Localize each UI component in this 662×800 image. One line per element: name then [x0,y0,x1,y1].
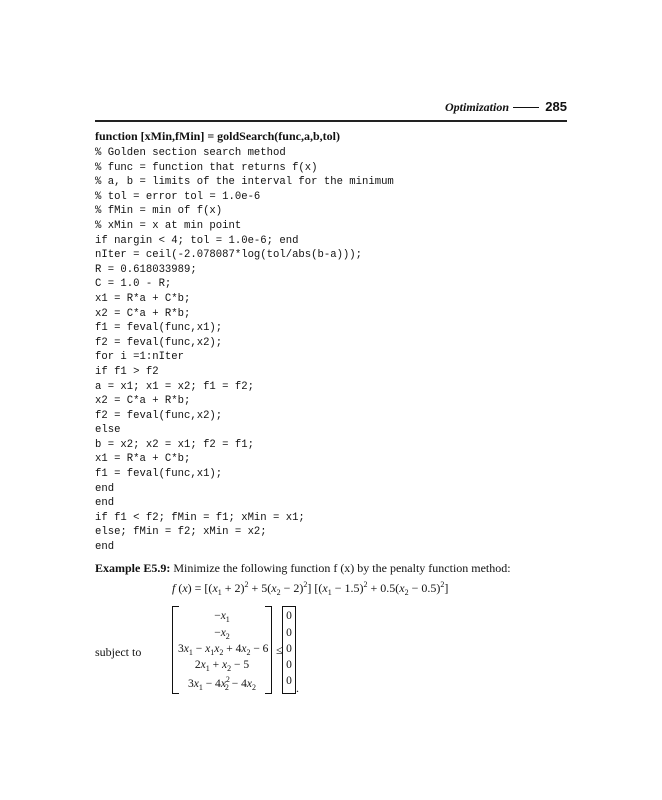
code-line: b = x2; x2 = x1; f2 = f1; [95,438,254,451]
code-line: if nargin < 4; tol = 1.0e-6; end [95,234,299,247]
example-label: Example E5.9: [95,561,171,575]
constraint-row: $2x_1 + x_2 - 5$ [194,659,250,673]
subject-to-label: subject to [95,645,142,659]
code-line: R = 0.618033989; [95,263,197,276]
code-line: else; fMin = f2; xMin = x2; [95,526,267,539]
code-line: nIter = ceil(-2.078087*log(tol/abs(b-a))); [95,249,363,262]
code-line: % tol = error tol = 1.0e-6 [95,190,261,203]
constraint-row: $3x_1 - x_1x_2 + 4x_2 - 6$ [178,643,269,657]
code-line: % xMin = x at min point [95,219,242,232]
code-line: % func = function that returns f(x) [95,161,318,174]
code-line: for i =1:nIter [95,351,185,364]
rhs-value: 0 [286,675,292,687]
rhs-value: 0 [286,627,292,639]
code-line: else [95,424,121,437]
code-line: % a, b = limits of the interval for the minimum [95,176,394,189]
example-statement [95,561,511,576]
constraint-row: $-x_1$ [214,610,230,624]
leq-symbol: ≤ [276,643,283,657]
code-line: a = x1; x1 = x2; f1 = f2; [95,380,254,393]
function-signature: function [xMin,fMin] = goldSearch(func,a,b,tol) [95,129,340,143]
code-line: end [95,482,115,495]
code-line: f1 = feval(func,x1); [95,468,223,481]
code-line: if f1 > f2 [95,365,159,378]
code-line: f2 = feval(func,x2); [95,336,223,349]
constraint-matrix [172,606,272,692]
section-title: Optimization [444,100,509,114]
matrix-right-bracket [265,606,272,694]
constraint-row: $3x_1 - 4x^2_2 - 4x_2$ [187,675,257,692]
formula-period: . [296,681,299,695]
code-line: f1 = feval(func,x1); [95,322,223,335]
code-line: % fMin = min of f(x) [95,205,223,218]
rhs-value: 0 [286,610,292,622]
code-line: x2 = C*a + R*b; [95,307,191,320]
code-line: x1 = R*a + C*b; [95,453,191,466]
code-line: % Golden section search method [95,147,286,159]
code-listing [95,146,394,555]
code-line: if f1 < f2; fMin = f1; xMin = x1; [95,511,305,524]
rhs-value: 0 [286,659,292,671]
constraint-row: $-x_2$ [214,627,230,641]
header-dash [513,107,539,108]
code-line: end [95,497,115,510]
code-line: end [95,541,115,554]
header-rule [95,120,567,122]
code-line: x1 = R*a + C*b; [95,292,191,305]
code-line: f2 = feval(func,x2); [95,409,223,422]
objective-formula: f $(x) = [(x_1 + 2)^2 + 5(x_2 - 2)^2] [(x_1 - 1.5)^2 + 0.5(x_2 - 0.5)^2]$ [172,580,449,597]
code-line: x2 = C*a + R*b; [95,395,191,408]
page-number: 285 [545,99,567,114]
code-line: C = 1.0 - R; [95,278,172,291]
rhs-vector [282,606,296,692]
vector-right-bracket [289,606,296,694]
example-text: Minimize the following function f (x) by the penalty function method: [170,561,511,575]
rhs-value: 0 [286,643,292,655]
